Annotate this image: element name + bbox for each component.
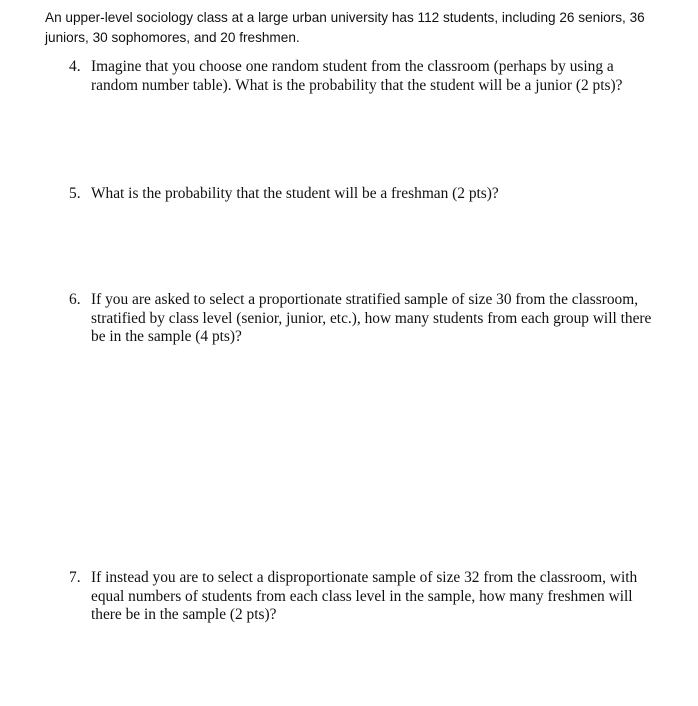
question-4	[69, 58, 659, 95]
question-5	[69, 185, 659, 204]
question-number: 6.	[69, 291, 81, 308]
question-6	[69, 291, 659, 347]
question-7	[69, 569, 659, 625]
problem-intro: An upper-level sociology class at a large urban university has 112 students, including 26 seniors, 36 juniors, 30 sophomores, and 20 freshmen.	[45, 10, 645, 45]
question-text: Imagine that you choose one random student from the classroom (perhaps by using a random number table). What is the probability that the student will be a junior (2 pts)?	[91, 58, 623, 94]
question-number: 7.	[69, 569, 81, 586]
question-number: 5.	[69, 185, 81, 202]
question-number: 4.	[69, 58, 81, 75]
question-text: If you are asked to select a proportionate stratified sample of size 30 from the classroom, stratified by class level (senior, junior, etc.), how many students from each group will there be in the sample (4 pts)?	[91, 291, 652, 345]
question-text: What is the probability that the student will be a freshman (2 pts)?	[91, 185, 499, 202]
question-text: If instead you are to select a disproportionate sample of size 32 from the classroom, with equal numbers of students from each class level in the sample, how many freshmen will there be in the sample (2 pts)?	[91, 569, 638, 623]
